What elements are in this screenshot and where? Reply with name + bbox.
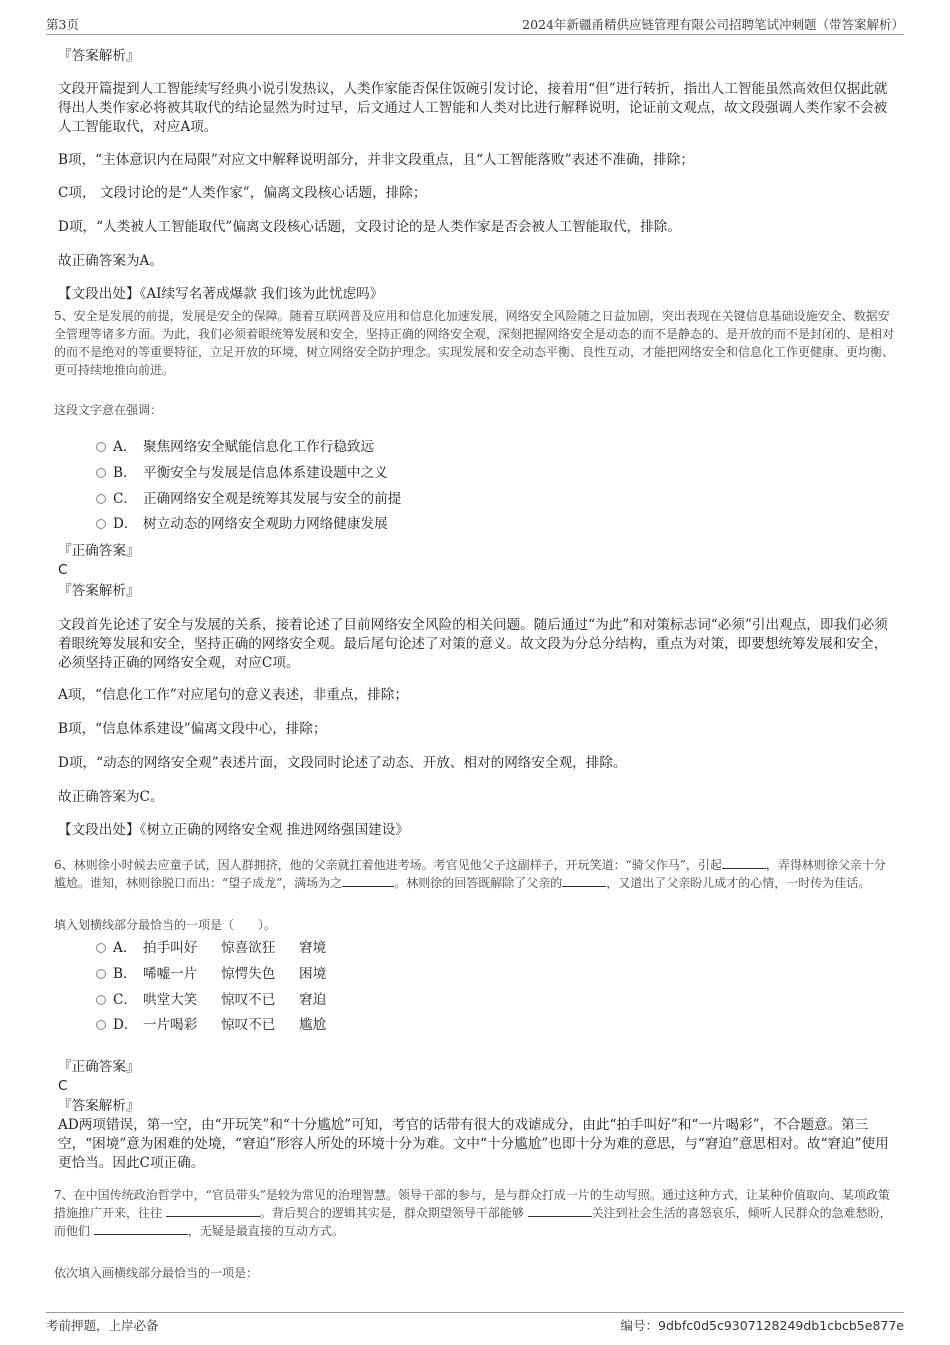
- q5-question-text: 5、安全是发展的前提，发展是安全的保障。随着互联网普及应用和信息化加速发展，网络安全风险随之日益加剧，突出表现在关键信息基础设施安全、数据安全管理等诸多方面。为此，我们必须着眼统筹发展和安全，坚持正确的网络安全观，深刻把握网络安全是动态的而不是静态的、是开放的而不是封闭的、是相对的而不是绝对的等重要特征，立足开放的环境，树立网络安全防护理念。实现发展和安全动态平衡、良性互动，才能把网络安全和信息化工作更健康、更均衡、更可持续地推向前进。: [54, 309, 895, 377]
- footer-slogan: 考前押题，上岸必备: [46, 1318, 159, 1333]
- q6-option-d[interactable]: D． 一片喝彩 惊叹不已 尴尬: [96, 1016, 326, 1035]
- q5-option-c[interactable]: C． 正确网络安全观是统筹其发展与安全的前提: [96, 490, 401, 509]
- q7-blank-1[interactable]: [166, 1204, 260, 1217]
- q6-answer-label: 『正确答案』: [58, 1059, 140, 1075]
- q4-analysis-p2: B项，“主体意识内在局限”对应文中解释说明部分，并非文段重点，且“人工智能落败”表述不准确，排除；: [58, 152, 694, 168]
- q4-analysis-p4: D项，“人类被人工智能取代”偏离文段核心话题，文段讨论的是人类作家是否会被人工智能取代，排除。: [58, 219, 681, 235]
- q5-option-b[interactable]: B． 平衡安全与发展是信息体系建设题中之义: [96, 464, 388, 483]
- radio-icon[interactable]: [96, 494, 106, 504]
- q4-source: 【文段出处】《AI续写名著成爆款 我们该为此忧虑吗》: [58, 286, 384, 302]
- q5-source: 【文段出处】《树立正确的网络安全观 推进网络强国建设》: [58, 822, 409, 838]
- page-number: 第3页: [46, 17, 79, 32]
- radio-icon[interactable]: [96, 969, 106, 979]
- radio-icon[interactable]: [96, 442, 106, 452]
- q6-blank-1[interactable]: [722, 856, 766, 869]
- page-header: [46, 12, 904, 35]
- q7-blank-3[interactable]: [94, 1222, 188, 1235]
- q5-analysis-p4: D项，“动态的网络安全观”表述片面，文段同时论述了动态、开放、相对的网络安全观，排除。: [58, 755, 627, 771]
- q6-analysis-label: 『答案解析』: [58, 1098, 140, 1114]
- radio-icon[interactable]: [96, 468, 106, 478]
- q6-blank-2[interactable]: [342, 874, 394, 887]
- page-footer: [46, 1312, 904, 1333]
- q6-answer: C: [58, 1078, 68, 1094]
- q5-option-a[interactable]: A． 聚焦网络安全赋能信息化工作行稳致远: [96, 438, 374, 457]
- q5-analysis-p3: B项，“信息体系建设”偏离文段中心，排除；: [58, 721, 327, 737]
- radio-icon[interactable]: [96, 519, 106, 529]
- q4-analysis-label: 『答案解析』: [58, 48, 140, 64]
- q6-prompt: 填入划横线部分最恰当的一项是（ ）。: [54, 918, 277, 932]
- q6-analysis: AD两项错误，第一空，由“开玩笑”和“十分尴尬”可知，考官的话带有很大的戏谑成分，由此“拍手叫好”和“一片喝彩”，不合题意。第三空，“困境”意为困难的处境，“窘迫”形容人所处的环境十分为难。文中“十分尴尬”也即十分为难的意思，与“窘迫”意思相对。故“窘迫”使用更恰当。因此C项正确。: [58, 1117, 889, 1171]
- footer-code: 编号：9dbfc0d5c9307128249db1cbcb5e877e: [620, 1318, 904, 1333]
- q5-conclusion: 故正确答案为C。: [58, 789, 164, 805]
- q6-question-text: 6、林则徐小时候去应童子试，因人群拥挤，他的父亲就扛着他进考场。考官见他父子这副样子，开玩笑道：“骑父作马”，引起 ，弄得林则徐父亲十分尴尬。谁知，林则徐脱口而出：“望子成龙”，满场为之 。林则徐的回答既解除了父亲的 ，又道出了父亲盼儿成才的心情，一时传为佳话。: [54, 858, 886, 890]
- q4-analysis-p1: 文段开篇提到人工智能续写经典小说引发热议，人类作家能否保住饭碗引发讨论，接着用“但”进行转折，指出人工智能虽然高效但仅据此就得出人类作家必将被其取代的结论显然为时过早，后文通过人工智能和人类对比进行解释说明，论证前文观点，故文段强调人类作家不会被人工智能取代，对应A项。: [58, 81, 888, 135]
- document-title: 2024年新疆甬精供应链管理有限公司招聘笔试冲刺题（带答案解析）: [522, 17, 904, 32]
- q5-answer: C: [58, 562, 68, 578]
- q7-blank-2[interactable]: [528, 1204, 592, 1217]
- q5-answer-label: 『正确答案』: [58, 543, 140, 559]
- q5-option-d[interactable]: D． 树立动态的网络安全观助力网络健康发展: [96, 515, 388, 534]
- q6-option-c[interactable]: C． 哄堂大笑 惊叹不已 窘迫: [96, 991, 326, 1010]
- q4-analysis-p3: C项， 文段讨论的是“人类作家”，偏离文段核心话题，排除；: [58, 185, 427, 201]
- q4-conclusion: 故正确答案为A。: [58, 253, 163, 269]
- q7-question-text: 7、在中国传统政治哲学中，“官员带头”是较为常见的治理智慧。领导干部的参与，是与群众打成一片的生动写照。通过这种方式，让某种价值取向、某项政策措施推广开来，往往 。背后契合的逻辑其实是，群众期望领导干部能够 关注到社会生活的喜怒哀乐，倾听人民群众的急难愁盼，而他们 ，无疑是最直接的互动方式。: [54, 1188, 892, 1238]
- q7-prompt: 依次填入画横线部分最恰当的一项是：: [54, 1266, 259, 1280]
- radio-icon[interactable]: [96, 943, 106, 953]
- q5-analysis-p2: A项，“信息化工作”对应尾句的意义表述，非重点，排除；: [58, 687, 408, 703]
- radio-icon[interactable]: [96, 995, 106, 1005]
- q6-option-a[interactable]: A． 拍手叫好 惊喜欲狂 窘境: [96, 939, 326, 958]
- q6-option-b[interactable]: B． 唏嘘一片 惊愕失色 困境: [96, 965, 326, 984]
- q6-blank-3[interactable]: [562, 874, 606, 887]
- radio-icon[interactable]: [96, 1020, 106, 1030]
- q5-analysis-label: 『答案解析』: [58, 583, 140, 599]
- q5-analysis-p1: 文段首先论述了安全与发展的关系，接着论述了目前网络安全风险的相关问题。随后通过“为此”和对策标志词“必须”引出观点，即我们必须着眼统筹发展和安全，坚持正确的网络安全观。最后尾句论述了对策的意义。故文段为分总分结构，重点为对策，即要想统筹发展和安全，必须坚持正确的网络安全观，对应C项。: [58, 617, 888, 671]
- q5-prompt: 这段文字意在强调：: [54, 403, 163, 417]
